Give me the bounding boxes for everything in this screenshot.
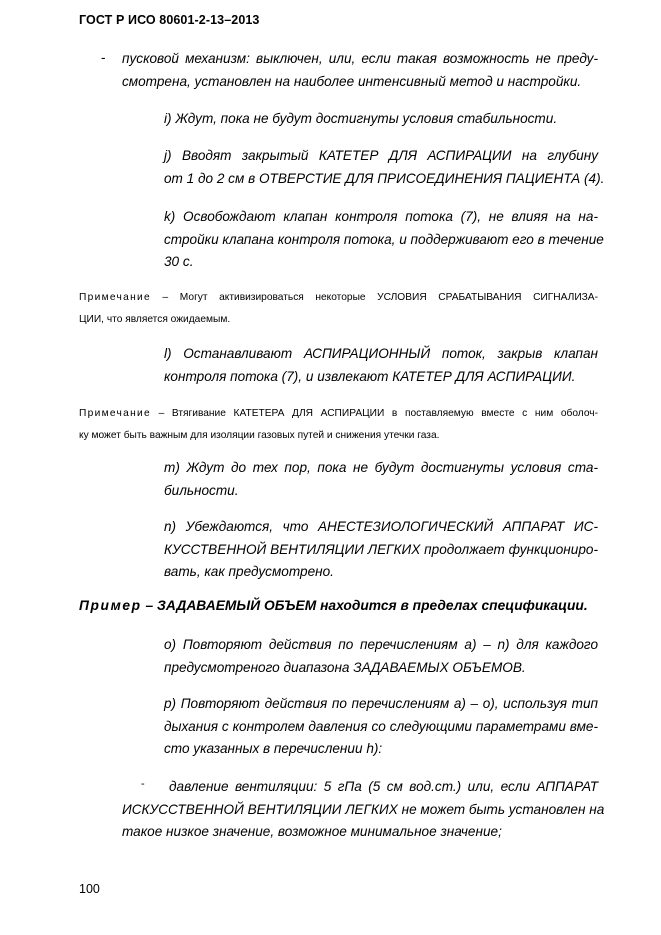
step-i bbox=[164, 108, 598, 131]
text-line: пусковой механизм: выключен, или, если такая возможность не преду- bbox=[122, 51, 598, 66]
step-k bbox=[164, 206, 604, 274]
text-line: 30 с. bbox=[164, 254, 194, 269]
text-line: n) Убеждаются, что АНЕСТЕЗИОЛОГИЧЕСКИЙ АППАРАТ ИС- bbox=[164, 519, 598, 534]
note-text: Могут активизироваться некоторые УСЛОВИЯ СРАБАТЫВАНИЯ СИГНАЛИЗА- bbox=[179, 292, 598, 303]
step-j bbox=[164, 145, 605, 190]
text-line: бильности. bbox=[164, 482, 239, 498]
note-label: Примечание bbox=[79, 292, 151, 303]
text-line: такое низкое значение, возможное минимальное значение; bbox=[122, 824, 502, 839]
note-dash: – bbox=[158, 408, 165, 419]
page-number: 100 bbox=[79, 882, 100, 896]
text-line: стройки клапана контроля потока, и поддерживают его в течение bbox=[164, 231, 604, 247]
note-text: Втягивание КАТЕТЕРА ДЛЯ АСПИРАЦИИ в поставляемую вместе с ним оболоч- bbox=[171, 408, 598, 419]
text-line: o) Повторяют действия по перечислениям a) – n) для каждого bbox=[164, 637, 598, 652]
text-line: l) Останавливают АСПИРАЦИОННЫЙ поток, закрыв клапан bbox=[164, 346, 598, 361]
text-line: p) Повторяют действия по перечислениям a) – o), используя тип bbox=[164, 696, 598, 711]
text-line: i) Ждут, пока не будут достигнуты условия стабильности. bbox=[164, 111, 558, 126]
text-line: предусмотреного диапазона ЗАДАВАЕМЫХ ОБЪЕМОВ. bbox=[164, 659, 526, 675]
document-header: ГОСТ Р ИСО 80601-2-13–2013 bbox=[79, 13, 260, 27]
step-o bbox=[164, 634, 598, 679]
text-line: давление вентиляции: 5 гПа (5 см вод.ст.) или, если АППАРАТ bbox=[169, 779, 598, 794]
example-line bbox=[79, 598, 588, 613]
note-text: ку может быть важным для изоляции газовых путей и снижения утечки газа. bbox=[79, 430, 440, 441]
text-line: смотрена, установлен на наиболее интенсивный метод и настройки. bbox=[122, 73, 582, 89]
text-line: от 1 до 2 см в ОТВЕРСТИЕ ДЛЯ ПРИСОЕДИНЕНИЯ ПАЦИЕНТА (4). bbox=[164, 170, 605, 186]
text-line: КУССТВЕННОЙ ВЕНТИЛЯЦИИ ЛЕГКИХ продолжает функциониро- bbox=[164, 541, 598, 557]
note-dash: – bbox=[162, 292, 169, 303]
text-line: сто указанных в перечислении h): bbox=[164, 741, 383, 756]
step-n bbox=[164, 516, 598, 584]
step-m bbox=[164, 457, 598, 502]
text-line: m) Ждут до тех пор, пока не будут достигнуты условия ста- bbox=[164, 460, 598, 475]
text-line: контроля потока (7), и извлекают КАТЕТЕР ДЛЯ АСПИРАЦИИ. bbox=[164, 368, 576, 384]
note-text: ЦИИ, что является ожидаемым. bbox=[79, 314, 231, 325]
intro-item bbox=[122, 48, 598, 93]
note-label: Примечание bbox=[79, 408, 151, 419]
note-1 bbox=[79, 287, 598, 331]
note-2 bbox=[79, 403, 598, 447]
step-p bbox=[164, 693, 598, 761]
final-item bbox=[122, 776, 605, 844]
list-bullet: - bbox=[141, 778, 145, 790]
text-line: k) Освобождают клапан контроля потока (7), не влияя на на- bbox=[164, 209, 598, 224]
list-bullet: - bbox=[101, 50, 106, 65]
example-text: – ЗАДАВАЕМЫЙ ОБЪЕМ находится в пределах спецификации. bbox=[145, 598, 588, 613]
text-line: ИСКУССТВЕННОЙ ВЕНТИЛЯЦИИ ЛЕГКИХ не может быть установлен на bbox=[122, 801, 605, 817]
example-label: Пример bbox=[79, 598, 142, 613]
step-l bbox=[164, 343, 598, 388]
text-line: вать, как предусмотрено. bbox=[164, 564, 334, 579]
text-line: j) Вводят закрытый КАТЕТЕР ДЛЯ АСПИРАЦИИ на глубину bbox=[164, 148, 598, 163]
text-line: дыхания с контролем давления со следующими параметрами вме- bbox=[164, 718, 598, 734]
